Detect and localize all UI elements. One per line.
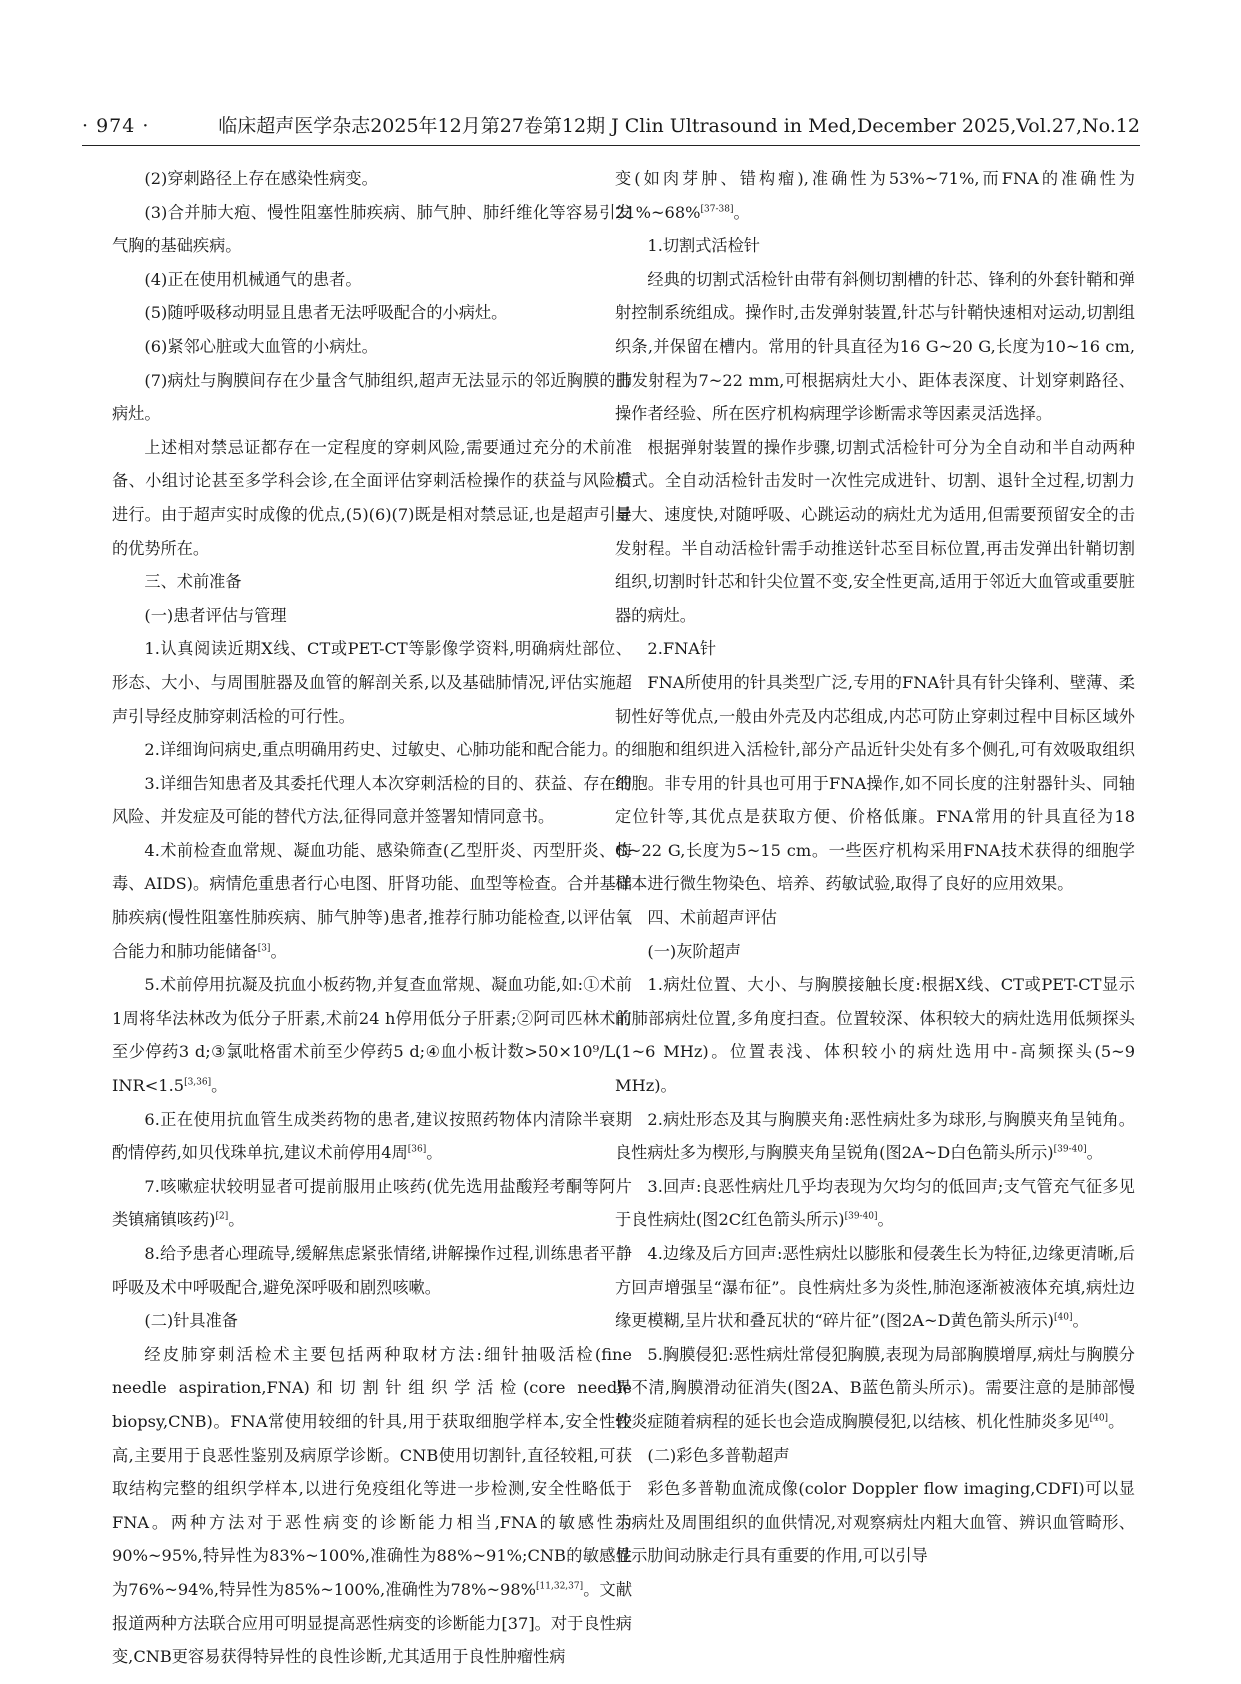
paragraph-text: 4.术前检查血常规、凝血功能、感染筛查(乙型肝炎、丙型肝炎、梅毒、AIDS)。病情危重患者行心电图、肝肾功能、血型等检查。合并基础肺疾病(慢性阻塞性肺疾病、肺气肿等)患者,推荐行肺功能检查,以评估氧合能力和肺功能储备 (112, 840, 632, 961)
citation-ref: [2] (215, 1212, 229, 1223)
paragraph-text: 根据弹射装置的操作步骤,切割式活检针可分为全自动和半自动两种模式。全自动活检针击发时一次性完成进针、切割、退针全过程,切割力量大、速度快,对随呼吸、心跳运动的病灶尤为适用,但需要预留安全的击发射程。半自动活检针需手动推送针芯至目标位置,再击发弹出针鞘切割组织,切割时针芯和针尖位置不变,安全性更高,适用于邻近大血管或重要脏器的病灶。 (615, 437, 1135, 625)
paragraph-tail: 。 (1108, 1411, 1125, 1431)
paragraph (615, 1237, 1135, 1338)
paragraph-text: (一)患者评估与管理 (144, 605, 287, 625)
paragraph-text: 6.正在使用抗血管生成类药物的患者,建议按照药物体内清除半衰期酌情停药,如贝伐珠单抗,建议术前停用4周 (112, 1109, 632, 1163)
page-header (82, 110, 1140, 142)
paragraph-tail: 。 (228, 1210, 245, 1230)
citation-ref: [40] (1053, 1312, 1073, 1323)
paragraph-tail: 。 (270, 941, 287, 961)
paragraph (615, 1338, 1135, 1439)
paragraph (112, 1237, 632, 1304)
paragraph-text: (一)灰阶超声 (647, 941, 741, 961)
paragraph (112, 834, 632, 968)
paragraph-text: 5.胸膜侵犯:恶性病灶常侵犯胸膜,表现为局部胸膜增厚,病灶与胸膜分界不清,胸膜滑动征消失(图2A、B蓝色箭头所示)。需要注意的是肺部慢性炎症随着病程的延长也会造成胸膜侵犯,以结核、机化性肺炎多见 (615, 1344, 1135, 1431)
paragraph (112, 565, 632, 599)
paragraph (112, 263, 632, 297)
paragraph-text: 经典的切割式活检针由带有斜侧切割槽的针芯、锋利的外套针鞘和弹射控制系统组成。操作时,击发弹射装置,针芯与针鞘快速相对运动,切割组织条,并保留在槽内。常用的针具直径为16 G~20 G,长度为10~16 cm,击发射程为7~22 mm,可根据病灶大小、距体表深度、计划穿刺路径、操作者经验、所在医疗机构病理学诊断需求等因素灵活选择。 (615, 269, 1135, 424)
paragraph (112, 431, 632, 565)
paragraph-text: (6)紧邻心脏或大血管的小病灶。 (144, 336, 378, 356)
paragraph-text: (3)合并肺大疱、慢性阻塞性肺疾病、肺气肿、肺纤维化等容易引发气胸的基础疾病。 (112, 202, 632, 256)
paragraph (112, 162, 632, 196)
left-column (112, 162, 632, 1674)
paragraph (112, 296, 632, 330)
citation-ref: [11,32,37] (536, 1581, 584, 1592)
paragraph (112, 968, 632, 1102)
paragraph-text: 3.详细告知患者及其委托代理人本次穿刺活检的目的、获益、存在的风险、并发症及可能的替代方法,征得同意并签署知情同意书。 (112, 773, 632, 827)
right-column (615, 162, 1135, 1573)
paragraph-tail: 。 (733, 202, 750, 222)
paragraph (615, 263, 1135, 431)
paragraph (112, 733, 632, 767)
paragraph (615, 1170, 1135, 1237)
paragraph-text: 1.病灶位置、大小、与胸膜接触长度:根据X线、CT或PET-CT显示的肺部病灶位置,多角度扫查。位置较深、体积较大的病灶选用低频探头(1~6 MHz)。位置表浅、体积较小的病灶选用中-高频探头(5~9 MHz)。 (615, 975, 1135, 1096)
paragraph (615, 1103, 1135, 1170)
paragraph (112, 1170, 632, 1237)
paragraph (112, 330, 632, 364)
paragraph-text: 3.回声:良恶性病灶几乎均表现为欠均匀的低回声;支气管充气征多见于良性病灶(图2C红色箭头所示) (615, 1176, 1135, 1230)
paragraph-text: 经皮肺穿刺活检术主要包括两种取材方法:细针抽吸活检(fine needle aspiration,FNA)和切割针组织学活检(core needle biopsy,CNB)。FNA常使用较细的针具,用于获取细胞学样本,安全性较高,主要用于良恶性鉴别及病原学诊断。CNB使用切割针,直径较粗,可获取结构完整的组织学样本,以进行免疫组化等进一步检测,安全性略低于FNA。两种方法对于恶性病变的诊断能力相当,FNA的敏感性为90%~95%,特异性为83%~100%,准确性为88%~91%;CNB的敏感性为76%~94%,特异性为85%~100%,准确性为78%~98% (112, 1344, 632, 1599)
citation-ref: [40] (1089, 1413, 1109, 1424)
header-rule (82, 145, 1140, 146)
paragraph-text: (二)针具准备 (144, 1311, 238, 1331)
paragraph (615, 901, 1135, 935)
paragraph-text: 彩色多普勒血流成像(color Doppler flow imaging,CDFI)可以显示病灶及周围组织的血供情况,对观察病灶内粗大血管、辨识血管畸形、显示肋间动脉走行具有重要的作用,可以引导 (615, 1479, 1135, 1566)
paragraph-text: 5.术前停用抗凝及抗血小板药物,并复查血常规、凝血功能,如:①术前1周将华法林改为低分子肝素,术前24 h停用低分子肝素;②阿司匹林术前至少停药3 d;③氯吡格雷术前至少停药5 d;④血小板计数>50×10⁹/L、INR<1.5 (112, 975, 632, 1096)
paragraph (615, 632, 1135, 666)
paragraph (615, 1472, 1135, 1573)
paragraph-tail: 。文献报道两种方法联合应用可明显提高恶性病变的诊断能力[37]。对于良性病变,CNB更容易获得特异性的良性诊断,尤其适用于良性肿瘤性病 (112, 1579, 633, 1667)
citation-ref: [39-40] (844, 1212, 878, 1223)
paragraph (112, 1338, 632, 1674)
paragraph-text: 1.切割式活检针 (647, 236, 760, 256)
paragraph-text: (4)正在使用机械通气的患者。 (144, 269, 362, 289)
paragraph-text: 1.认真阅读近期X线、CT或PET-CT等影像学资料,明确病灶部位、形态、大小、与周围脏器及血管的解剖关系,以及基础肺情况,评估实施超声引导经皮肺穿刺活检的可行性。 (112, 639, 632, 726)
paragraph-text: (5)随呼吸移动明显且患者无法呼吸配合的小病灶。 (144, 303, 508, 323)
paragraph-text: (7)病灶与胸膜间存在少量含气肺组织,超声无法显示的邻近胸膜的肺病灶。 (112, 370, 632, 424)
paragraph-tail: 。 (877, 1210, 894, 1230)
paragraph (615, 162, 1135, 229)
paragraph (615, 666, 1135, 901)
paragraph-text: 7.咳嗽症状较明显者可提前服用止咳药(优先选用盐酸羟考酮等阿片类镇痛镇咳药) (112, 1176, 632, 1230)
citation-ref: [37-38] (700, 204, 734, 215)
paragraph (112, 1103, 632, 1170)
paragraph-text: 2.病灶形态及其与胸膜夹角:恶性病灶多为球形,与胸膜夹角呈钝角。良性病灶多为楔形,与胸膜夹角呈锐角(图2A~D白色箭头所示) (615, 1109, 1135, 1163)
page-number: · 974 · (82, 115, 150, 137)
citation-ref: [39-40] (1053, 1144, 1087, 1155)
paragraph-tail: 。 (1072, 1311, 1089, 1331)
paragraph-tail: 。 (1086, 1143, 1103, 1163)
paragraph-text: FNA所使用的针具类型广泛,专用的FNA针具有针尖锋利、壁薄、柔韧性好等优点,一般由外壳及内芯组成,内芯可防止穿刺过程中目标区域外的细胞和组织进入活检针,部分产品近针尖处有多个侧孔,可有效吸取组织细胞。非专用的针具也可用于FNA操作,如不同长度的注射器针头、同轴定位针等,其优点是获取方便、价格低廉。FNA常用的针具直径为18 G~22 G,长度为5~15 cm。一些医疗机构采用FNA技术获得的细胞学样本进行微生物染色、培养、药敏试验,取得了良好的应用效果。 (615, 672, 1135, 894)
paragraph-text: 2.详细询问病史,重点明确用药史、过敏史、心肺功能和配合能力。 (144, 740, 619, 760)
paragraph-text: 2.FNA针 (647, 639, 717, 659)
paragraph-text: 上述相对禁忌证都存在一定程度的穿刺风险,需要通过充分的术前准备、小组讨论甚至多学科会诊,在全面评估穿刺活检操作的获益与风险后进行。由于超声实时成像的优点,(5)(6)(7)既是相对禁忌证,也是超声引导的优势所在。 (112, 437, 632, 558)
paragraph (112, 767, 632, 834)
paragraph (112, 599, 632, 633)
paragraph-text: 四、术前超声评估 (647, 908, 777, 928)
paragraph-tail: 。 (211, 1076, 228, 1096)
paragraph (112, 196, 632, 263)
paragraph-tail: 。 (426, 1143, 443, 1163)
citation-ref: [36] (407, 1144, 427, 1155)
running-head: 临床超声医学杂志2025年12月第27卷第12期 J Clin Ultrasound in Med,December 2025,Vol.27,No.12 (218, 115, 1140, 137)
paragraph (615, 968, 1135, 1102)
paragraph-text: 8.给予患者心理疏导,缓解焦虑紧张情绪,讲解操作过程,训练患者平静呼吸及术中呼吸配合,避免深呼吸和剧烈咳嗽。 (112, 1244, 632, 1297)
paragraph-text: (二)彩色多普勒超声 (647, 1445, 790, 1465)
paragraph-text: 三、术前准备 (144, 572, 242, 592)
paragraph (112, 632, 632, 733)
paragraph (615, 431, 1135, 633)
paragraph-text: 变(如肉芽肿、错构瘤),准确性为53%~71%,而FNA的准确性为21%~68% (615, 169, 1135, 222)
paragraph (615, 935, 1135, 969)
paragraph (112, 1304, 632, 1338)
citation-ref: [3] (257, 943, 271, 954)
paragraph (615, 229, 1135, 263)
paragraph-text: 4.边缘及后方回声:恶性病灶以膨胀和侵袭生长为特征,边缘更清晰,后方回声增强呈“瀑布征”。良性病灶多为炎性,肺泡逐渐被液体充填,病灶边缘更模糊,呈片状和叠瓦状的“碎片征”(图2A~D黄色箭头所示) (615, 1244, 1135, 1331)
citation-ref: [3,36] (184, 1077, 212, 1088)
paragraph-text: (2)穿刺路径上存在感染性病变。 (144, 169, 378, 188)
paragraph (615, 1439, 1135, 1473)
paragraph (112, 364, 632, 431)
